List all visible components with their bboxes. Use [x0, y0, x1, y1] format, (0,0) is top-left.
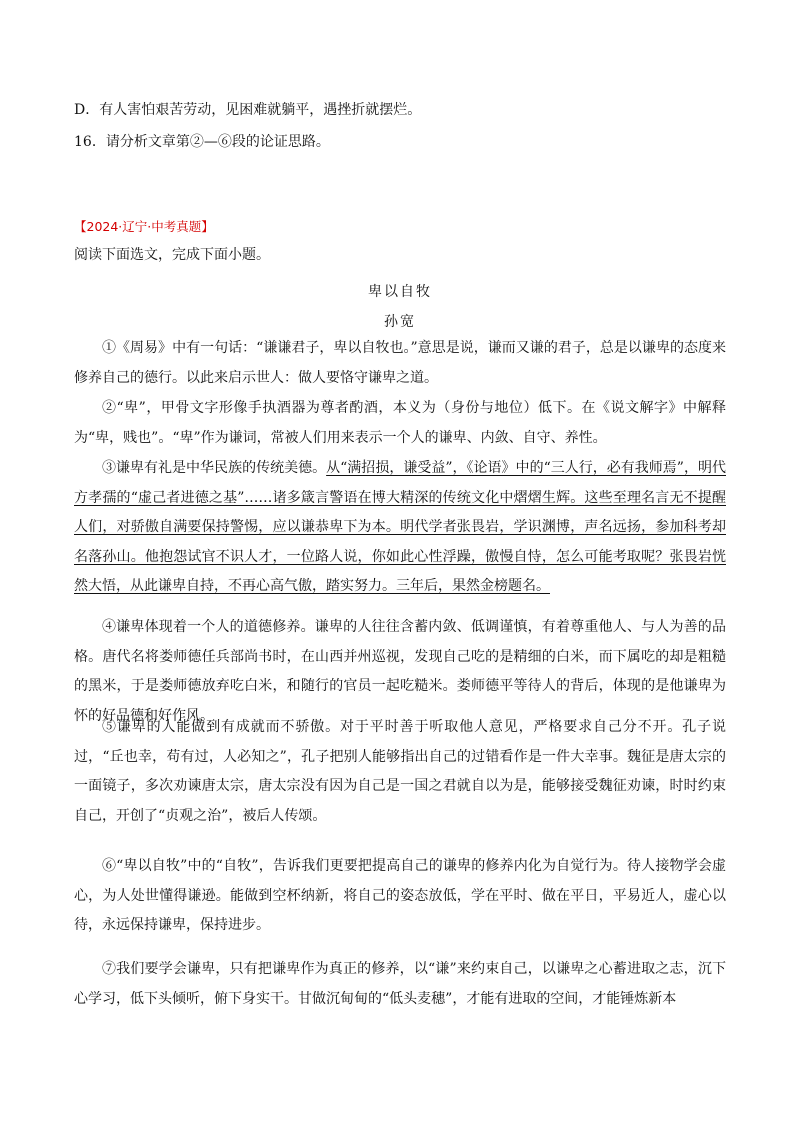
- paragraph-3: [74, 454, 726, 602]
- paragraph-1: ①《周易》中有一句话：“谦谦君子，卑以自牧也。”意思是说，谦而又谦的君子，总是以谦卑的态度来修养自己的德行。以此来启示世人：做人要恪守谦卑之道。: [74, 340, 726, 386]
- question-16: 16．请分析文章第②—⑥段的论证思路。: [74, 134, 330, 150]
- article-author: 孙宽: [384, 314, 416, 330]
- article-title: 卑以自牧: [368, 284, 432, 300]
- paragraph-7: ⑦我们要学会谦卑，只有把谦卑作为真正的修养，以“谦”来约束自己，以谦卑之心蓄进取之志，沉下心学习，低下头倾听，俯下身实干。甘做沉甸甸的“低头麦穗”，才能有进取的空间，才能锤炼新本: [74, 961, 726, 1007]
- paragraph-6: ⑥“卑以自牧”中的“自牧”，告诉我们更要把提高自己的谦卑的修养内化为自觉行为。待人接物学会虚心，为人处世懂得谦逊。能做到空杯纳新，将自己的姿态放低，学在平时、做在平日，平易近人，虚心以待，永远保持谦卑，保持进步。: [74, 858, 726, 934]
- reading-instruction: 阅读下面选文，完成下面小题。: [74, 247, 270, 263]
- paragraph-2: ②“卑”，甲骨文字形像手执酒器为尊者酌酒，本义为（身份与地位）低下。在《说文解字》中解释为“卑，贱也”。“卑”作为谦词，常被人们用来表示一个人的谦卑、内敛、自守、养性。: [74, 400, 726, 446]
- paragraph-4: ④谦卑体现着一个人的道德修养。谦卑的人往往含蓄内敛、低调谨慎，有着尊重他人、与人为善的品格。唐代名将娄师德任兵部尚书时，在山西并州巡视，发现自己吃的是精细的白米，而下属吃的却是粗糙的黑米，于是娄师德放弃吃白米，和随行的官员一起吃糙米。娄师德平等待人的背后，体现的是他谦卑为怀的好品德和好作风。: [74, 619, 726, 724]
- paragraph-3-underlined: 从“满招损，谦受益”，《论语》中的“三人行，必有我师焉”，明代方孝孺的“虚己者进德之基”……诸多箴言警语在博大精深的传统文化中熠熠生辉。这些至理名言无不提醒人们，对骄傲自满要保持警惕，应以谦恭卑下为本。明代学者张畏岩，学识渊博，声名远扬，参加科考却名落孙山。他抱怨试官不识人才，一位路人说，你如此心性浮躁，傲慢自恃，怎么可能考取呢？张畏岩恍然大悟，从此谦卑自持，不再心高气傲，踏实努力。三年后，果然金榜题名。: [74, 460, 726, 595]
- paragraph-3-lead: ③谦卑有礼是中华民族的传统美德。: [102, 460, 327, 476]
- option-d: D．有人害怕艰苦劳动，见困难就躺平，遇挫折就摆烂。: [74, 102, 422, 118]
- paragraph-5: ⑤谦卑的人能做到有成就而不骄傲。对于平时善于听取他人意见，严格要求自己分不开。孔子说过，“丘也幸，苟有过，人必知之”，孔子把别人能够指出自己的过错看作是一件大幸事。魏征是唐太宗的一面镜子，多次劝谏唐太宗，唐太宗没有因为自己是一国之君就自以为是，能够接受魏征劝谏，时时约束自己，开创了“贞观之治”，被后人传颂。: [74, 719, 726, 824]
- source-tag: 【2024·辽宁·中考真题】: [74, 219, 214, 234]
